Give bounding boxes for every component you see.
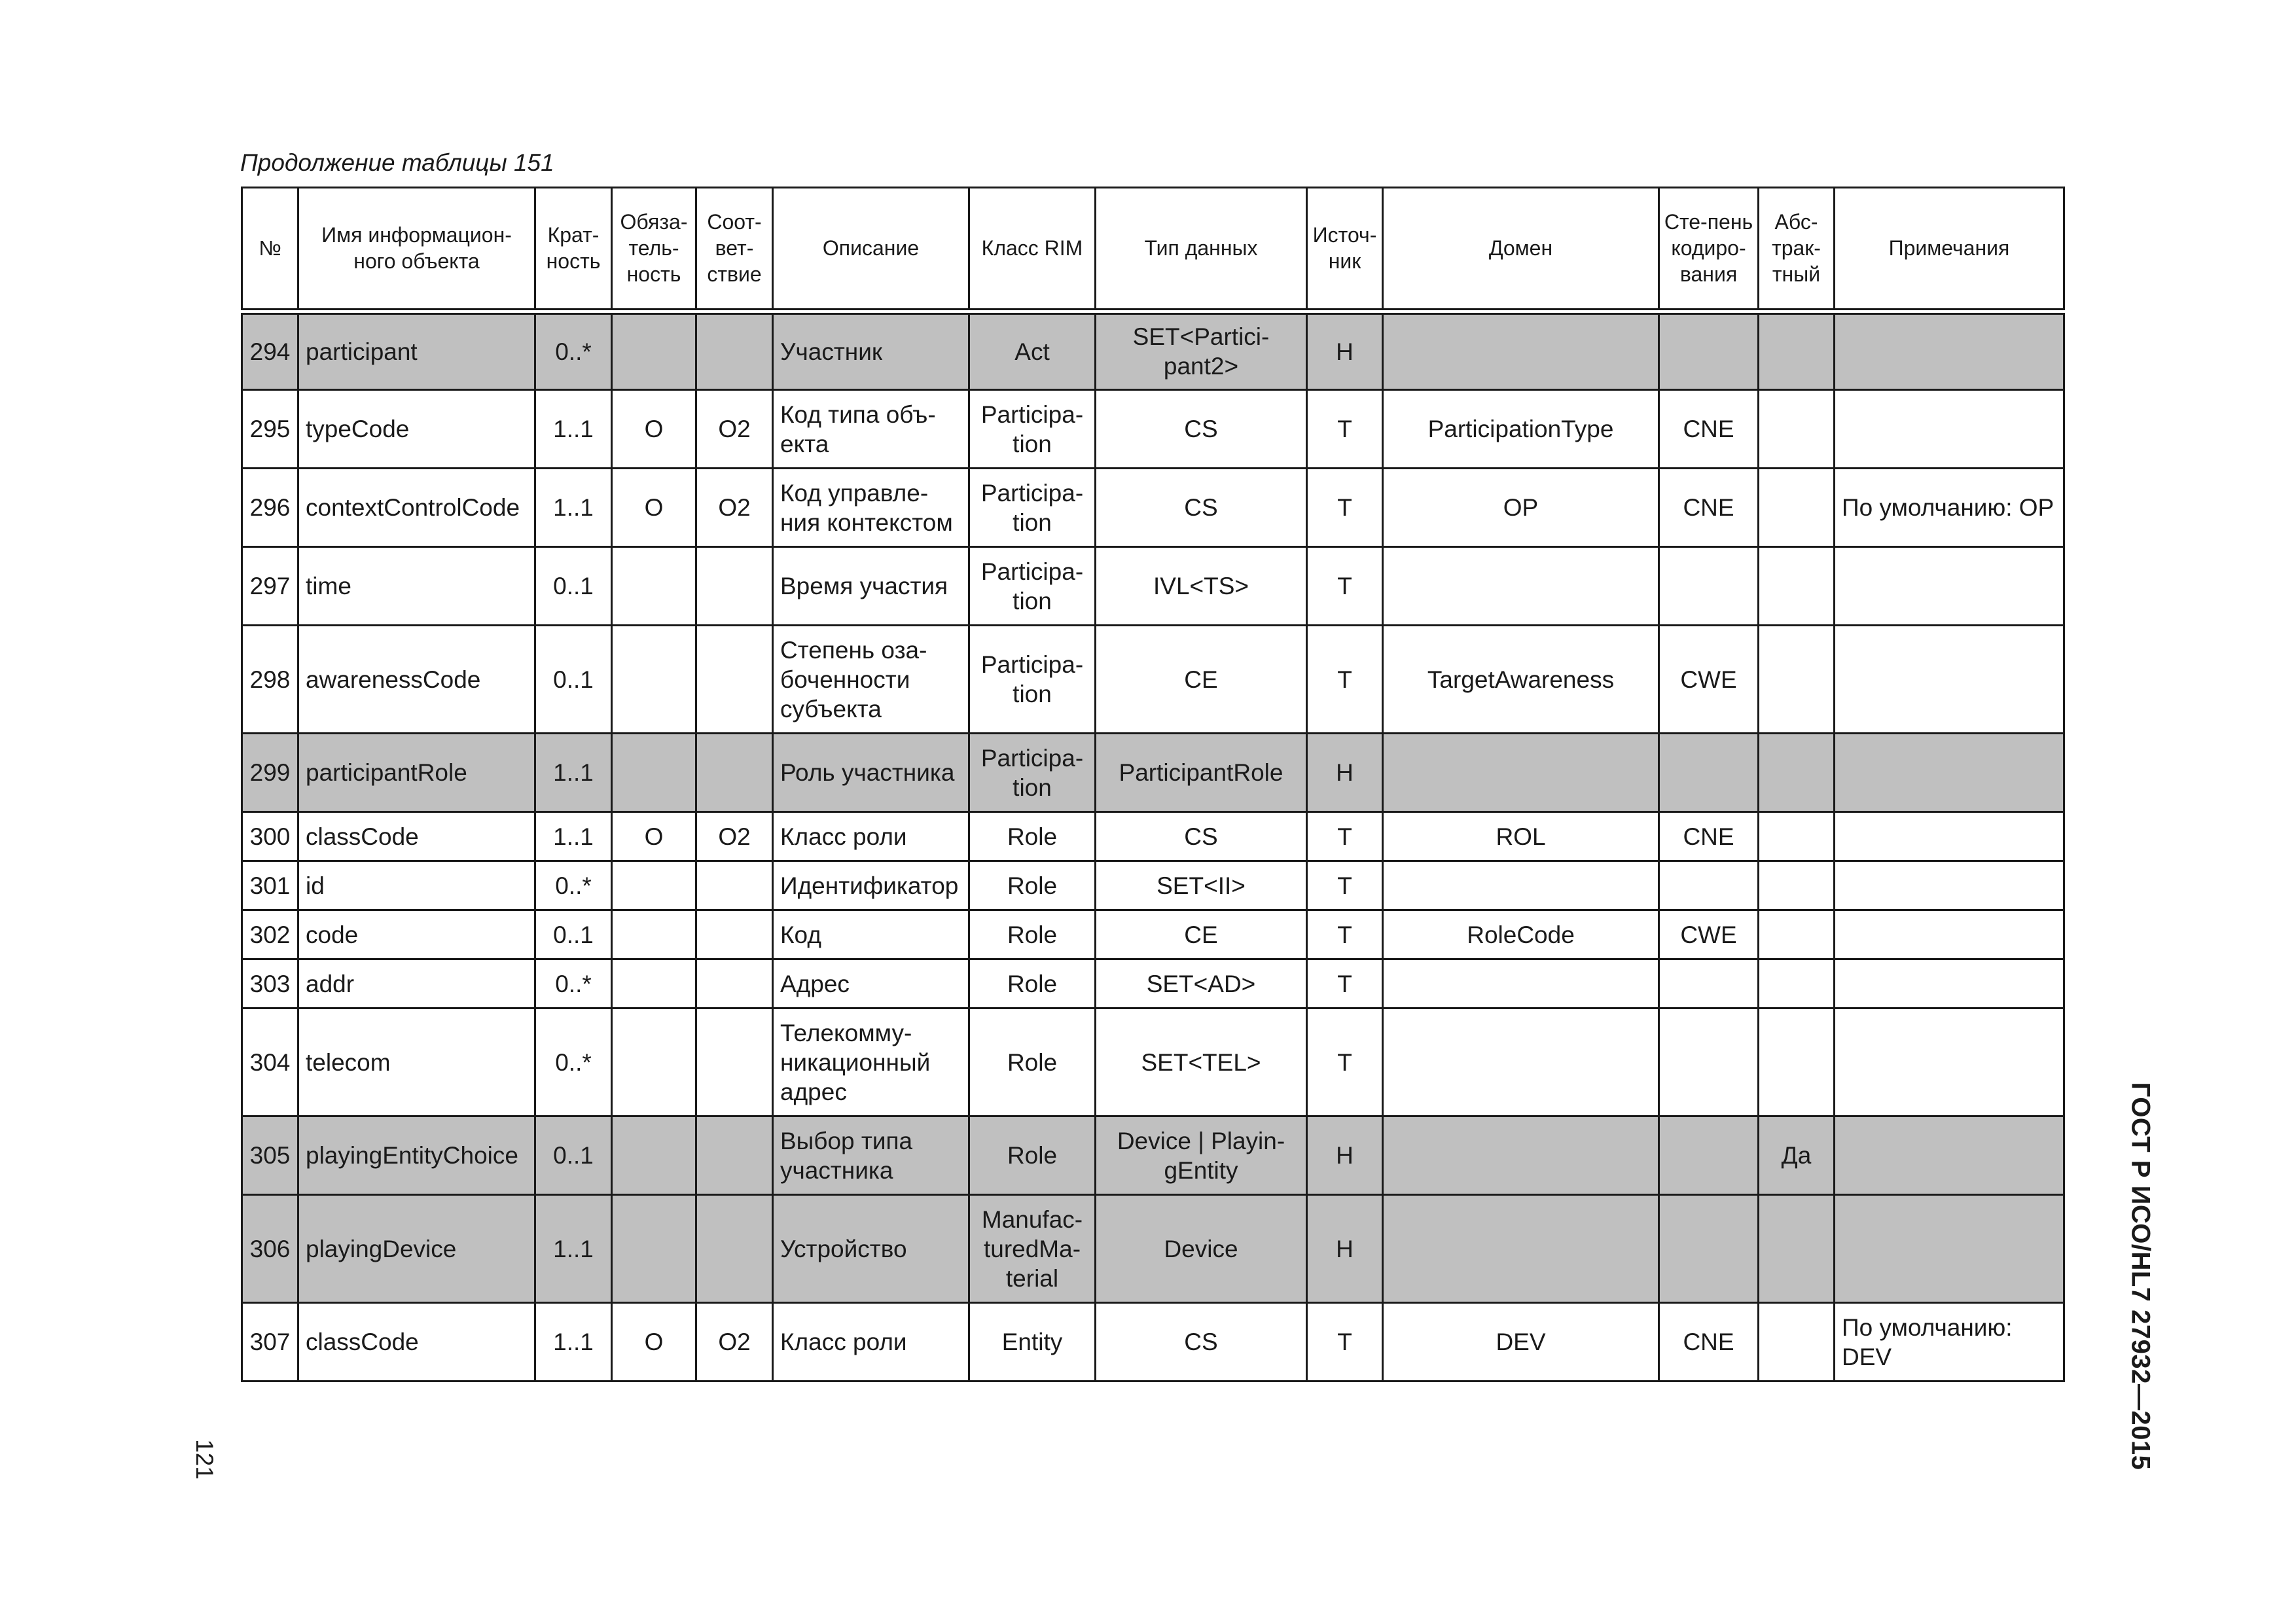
cell-num: 300 xyxy=(242,812,298,861)
cell-abstract xyxy=(1759,1303,1835,1382)
cell-conformance xyxy=(696,861,773,910)
cell-description: Код типа объ-екта xyxy=(773,390,969,469)
table-row xyxy=(242,1195,2064,1303)
header-description: Описание xyxy=(773,188,969,312)
cell-abstract xyxy=(1759,626,1835,734)
cell-rim-class: Role xyxy=(969,959,1096,1008)
cell-data-type: Device xyxy=(1096,1195,1307,1303)
cell-conformance xyxy=(696,1195,773,1303)
cell-cardinality: 1..1 xyxy=(535,812,612,861)
cell-source: H xyxy=(1307,1116,1383,1195)
cell-conformance: O2 xyxy=(696,812,773,861)
cell-cardinality: 0..* xyxy=(535,861,612,910)
cell-data-type: CS xyxy=(1096,390,1307,469)
table-row xyxy=(242,1008,2064,1116)
cell-notes xyxy=(1835,312,2064,390)
cell-coding-strength xyxy=(1659,1116,1759,1195)
cell-abstract xyxy=(1759,959,1835,1008)
cell-num: 298 xyxy=(242,626,298,734)
cell-num: 299 xyxy=(242,734,298,812)
cell-coding-strength: CWE xyxy=(1659,626,1759,734)
cell-rim-class: Role xyxy=(969,812,1096,861)
cell-description: Устройство xyxy=(773,1195,969,1303)
cell-description: Степень оза-боченности субъекта xyxy=(773,626,969,734)
cell-rim-class: Manufac-turedMa-terial xyxy=(969,1195,1096,1303)
cell-coding-strength xyxy=(1659,861,1759,910)
cell-mandatory: O xyxy=(612,469,696,547)
cell-cardinality: 1..1 xyxy=(535,469,612,547)
cell-num: 302 xyxy=(242,910,298,959)
cell-notes xyxy=(1835,1008,2064,1116)
cell-cardinality: 0..1 xyxy=(535,910,612,959)
cell-description: Роль участника xyxy=(773,734,969,812)
cell-name: participant xyxy=(298,312,535,390)
cell-abstract xyxy=(1759,861,1835,910)
cell-num: 296 xyxy=(242,469,298,547)
cell-name: code xyxy=(298,910,535,959)
cell-num: 294 xyxy=(242,312,298,390)
cell-notes xyxy=(1835,734,2064,812)
table-row xyxy=(242,910,2064,959)
cell-description: Выбор типа участника xyxy=(773,1116,969,1195)
table-row xyxy=(242,626,2064,734)
cell-notes xyxy=(1835,861,2064,910)
cell-notes xyxy=(1835,1195,2064,1303)
cell-notes: По умолчанию: OP xyxy=(1835,469,2064,547)
cell-mandatory xyxy=(612,1008,696,1116)
cell-source: T xyxy=(1307,1008,1383,1116)
cell-domain: TargetAwareness xyxy=(1383,626,1659,734)
cell-rim-class: Participa-tion xyxy=(969,734,1096,812)
cell-cardinality: 0..* xyxy=(535,312,612,390)
cell-rim-class: Participa-tion xyxy=(969,626,1096,734)
document-designation-text: ГОСТ Р ИСО/HL7 27932—2015 xyxy=(2126,1082,2155,1471)
table-row xyxy=(242,861,2064,910)
cell-mandatory xyxy=(612,626,696,734)
cell-domain: ROL xyxy=(1383,812,1659,861)
cell-conformance xyxy=(696,626,773,734)
cell-notes xyxy=(1835,547,2064,626)
cell-mandatory xyxy=(612,312,696,390)
cell-mandatory xyxy=(612,547,696,626)
cell-source: T xyxy=(1307,547,1383,626)
table-row xyxy=(242,547,2064,626)
cell-name: classCode xyxy=(298,812,535,861)
cell-num: 307 xyxy=(242,1303,298,1382)
cell-domain xyxy=(1383,959,1659,1008)
cell-source: H xyxy=(1307,312,1383,390)
cell-rim-class: Participa-tion xyxy=(969,469,1096,547)
cell-source: T xyxy=(1307,469,1383,547)
cell-num: 306 xyxy=(242,1195,298,1303)
cell-domain xyxy=(1383,734,1659,812)
cell-coding-strength xyxy=(1659,1195,1759,1303)
cell-source: T xyxy=(1307,626,1383,734)
page-number xyxy=(185,1433,224,1486)
cell-rim-class: Participa-tion xyxy=(969,547,1096,626)
cell-notes xyxy=(1835,390,2064,469)
cell-abstract xyxy=(1759,312,1835,390)
cell-domain: ParticipationType xyxy=(1383,390,1659,469)
cell-data-type: SET<II> xyxy=(1096,861,1307,910)
cell-name: typeCode xyxy=(298,390,535,469)
header-name: Имя информацион-ного объекта xyxy=(298,188,535,312)
cell-name: id xyxy=(298,861,535,910)
cell-rim-class: Role xyxy=(969,1116,1096,1195)
table-caption: Продолжение таблицы 151 xyxy=(240,149,554,176)
cell-domain xyxy=(1383,1195,1659,1303)
cell-num: 295 xyxy=(242,390,298,469)
cell-data-type: CS xyxy=(1096,1303,1307,1382)
header-mandatory: Обяза-тель-ность xyxy=(612,188,696,312)
cell-conformance xyxy=(696,959,773,1008)
cell-name: participantRole xyxy=(298,734,535,812)
cell-description: Время участия xyxy=(773,547,969,626)
cell-source: T xyxy=(1307,959,1383,1008)
cell-source: T xyxy=(1307,1303,1383,1382)
cell-cardinality: 0..1 xyxy=(535,626,612,734)
header-data-type: Тип данных xyxy=(1096,188,1307,312)
cell-source: T xyxy=(1307,812,1383,861)
cell-domain xyxy=(1383,1116,1659,1195)
cell-conformance xyxy=(696,1008,773,1116)
cell-cardinality: 0..* xyxy=(535,959,612,1008)
cell-coding-strength xyxy=(1659,547,1759,626)
page-number-text: 121 xyxy=(191,1439,218,1480)
cell-abstract xyxy=(1759,390,1835,469)
cell-cardinality: 1..1 xyxy=(535,1303,612,1382)
header-abstract: Абс-трак-тный xyxy=(1759,188,1835,312)
cell-mandatory: O xyxy=(612,390,696,469)
cell-name: telecom xyxy=(298,1008,535,1116)
cell-name: awarenessCode xyxy=(298,626,535,734)
cell-abstract xyxy=(1759,547,1835,626)
table-row xyxy=(242,312,2064,390)
cell-name: playingEntityChoice xyxy=(298,1116,535,1195)
cell-coding-strength xyxy=(1659,959,1759,1008)
cell-rim-class: Role xyxy=(969,1008,1096,1116)
table-row xyxy=(242,390,2064,469)
cell-num: 297 xyxy=(242,547,298,626)
cell-abstract xyxy=(1759,812,1835,861)
cell-domain xyxy=(1383,547,1659,626)
cell-domain xyxy=(1383,312,1659,390)
header-row xyxy=(242,188,2064,312)
cell-rim-class: Entity xyxy=(969,1303,1096,1382)
cell-data-type: Device | Playin-gEntity xyxy=(1096,1116,1307,1195)
cell-mandatory xyxy=(612,1116,696,1195)
cell-mandatory xyxy=(612,1195,696,1303)
cell-conformance xyxy=(696,734,773,812)
cell-conformance: O2 xyxy=(696,390,773,469)
cell-mandatory xyxy=(612,959,696,1008)
cell-conformance xyxy=(696,1116,773,1195)
cell-coding-strength: CNE xyxy=(1659,390,1759,469)
cell-mandatory xyxy=(612,734,696,812)
cell-mandatory: O xyxy=(612,1303,696,1382)
cell-rim-class: Act xyxy=(969,312,1096,390)
cell-cardinality: 0..1 xyxy=(535,547,612,626)
header-notes: Примечания xyxy=(1835,188,2064,312)
cell-source: T xyxy=(1307,390,1383,469)
cell-rim-class: Role xyxy=(969,910,1096,959)
cell-name: time xyxy=(298,547,535,626)
cell-domain xyxy=(1383,861,1659,910)
cell-conformance: O2 xyxy=(696,469,773,547)
cell-name: contextControlCode xyxy=(298,469,535,547)
cell-coding-strength: CNE xyxy=(1659,1303,1759,1382)
cell-conformance: O2 xyxy=(696,1303,773,1382)
cell-conformance xyxy=(696,910,773,959)
cell-abstract xyxy=(1759,469,1835,547)
cell-domain xyxy=(1383,1008,1659,1116)
cell-notes xyxy=(1835,812,2064,861)
cell-data-type: ParticipantRole xyxy=(1096,734,1307,812)
cell-rim-class: Role xyxy=(969,861,1096,910)
cell-cardinality: 0..* xyxy=(535,1008,612,1116)
cell-num: 305 xyxy=(242,1116,298,1195)
cell-name: classCode xyxy=(298,1303,535,1382)
header-num: № xyxy=(242,188,298,312)
cell-cardinality: 1..1 xyxy=(535,1195,612,1303)
cell-description: Телекомму-никационный адрес xyxy=(773,1008,969,1116)
cell-coding-strength: CNE xyxy=(1659,812,1759,861)
cell-description: Код xyxy=(773,910,969,959)
cell-notes xyxy=(1835,910,2064,959)
cell-abstract: Да xyxy=(1759,1116,1835,1195)
table-row xyxy=(242,469,2064,547)
cell-abstract xyxy=(1759,1195,1835,1303)
cell-cardinality: 1..1 xyxy=(535,390,612,469)
cell-conformance xyxy=(696,312,773,390)
cell-abstract xyxy=(1759,910,1835,959)
cell-coding-strength: CWE xyxy=(1659,910,1759,959)
header-source: Источ-ник xyxy=(1307,188,1383,312)
cell-source: T xyxy=(1307,910,1383,959)
attribute-table xyxy=(241,187,2065,1382)
header-coding-strength: Сте-пень кодиро-вания xyxy=(1659,188,1759,312)
cell-data-type: SET<TEL> xyxy=(1096,1008,1307,1116)
cell-mandatory xyxy=(612,861,696,910)
cell-notes xyxy=(1835,959,2064,1008)
cell-notes: По умолчанию: DEV xyxy=(1835,1303,2064,1382)
cell-data-type: CS xyxy=(1096,469,1307,547)
cell-description: Участник xyxy=(773,312,969,390)
cell-notes xyxy=(1835,626,2064,734)
cell-data-type: CS xyxy=(1096,812,1307,861)
cell-source: T xyxy=(1307,861,1383,910)
header-conformance: Соот-вет-ствие xyxy=(696,188,773,312)
cell-data-type: CE xyxy=(1096,626,1307,734)
cell-mandatory xyxy=(612,910,696,959)
cell-abstract xyxy=(1759,734,1835,812)
document-designation xyxy=(2114,1073,2166,1479)
cell-source: H xyxy=(1307,1195,1383,1303)
cell-name: playingDevice xyxy=(298,1195,535,1303)
cell-rim-class: Participa-tion xyxy=(969,390,1096,469)
cell-cardinality: 1..1 xyxy=(535,734,612,812)
cell-description: Код управле-ния контекстом xyxy=(773,469,969,547)
cell-num: 303 xyxy=(242,959,298,1008)
cell-coding-strength xyxy=(1659,1008,1759,1116)
table-row xyxy=(242,1116,2064,1195)
cell-name: addr xyxy=(298,959,535,1008)
cell-domain: DEV xyxy=(1383,1303,1659,1382)
cell-num: 301 xyxy=(242,861,298,910)
header-cardinality: Крат-ность xyxy=(535,188,612,312)
table-row xyxy=(242,959,2064,1008)
cell-coding-strength xyxy=(1659,734,1759,812)
cell-notes xyxy=(1835,1116,2064,1195)
header-rim-class: Класс RIM xyxy=(969,188,1096,312)
table-row xyxy=(242,812,2064,861)
cell-conformance xyxy=(696,547,773,626)
cell-data-type: SET<Partici-pant2> xyxy=(1096,312,1307,390)
cell-data-type: CE xyxy=(1096,910,1307,959)
cell-cardinality: 0..1 xyxy=(535,1116,612,1195)
cell-mandatory: O xyxy=(612,812,696,861)
cell-description: Класс роли xyxy=(773,812,969,861)
table-row xyxy=(242,1303,2064,1382)
cell-description: Класс роли xyxy=(773,1303,969,1382)
cell-coding-strength xyxy=(1659,312,1759,390)
cell-data-type: IVL<TS> xyxy=(1096,547,1307,626)
cell-description: Идентификатор xyxy=(773,861,969,910)
cell-description: Адрес xyxy=(773,959,969,1008)
cell-num: 304 xyxy=(242,1008,298,1116)
header-domain: Домен xyxy=(1383,188,1659,312)
cell-domain: RoleCode xyxy=(1383,910,1659,959)
table-row xyxy=(242,734,2064,812)
cell-source: H xyxy=(1307,734,1383,812)
cell-abstract xyxy=(1759,1008,1835,1116)
cell-coding-strength: CNE xyxy=(1659,469,1759,547)
cell-data-type: SET<AD> xyxy=(1096,959,1307,1008)
cell-domain: OP xyxy=(1383,469,1659,547)
